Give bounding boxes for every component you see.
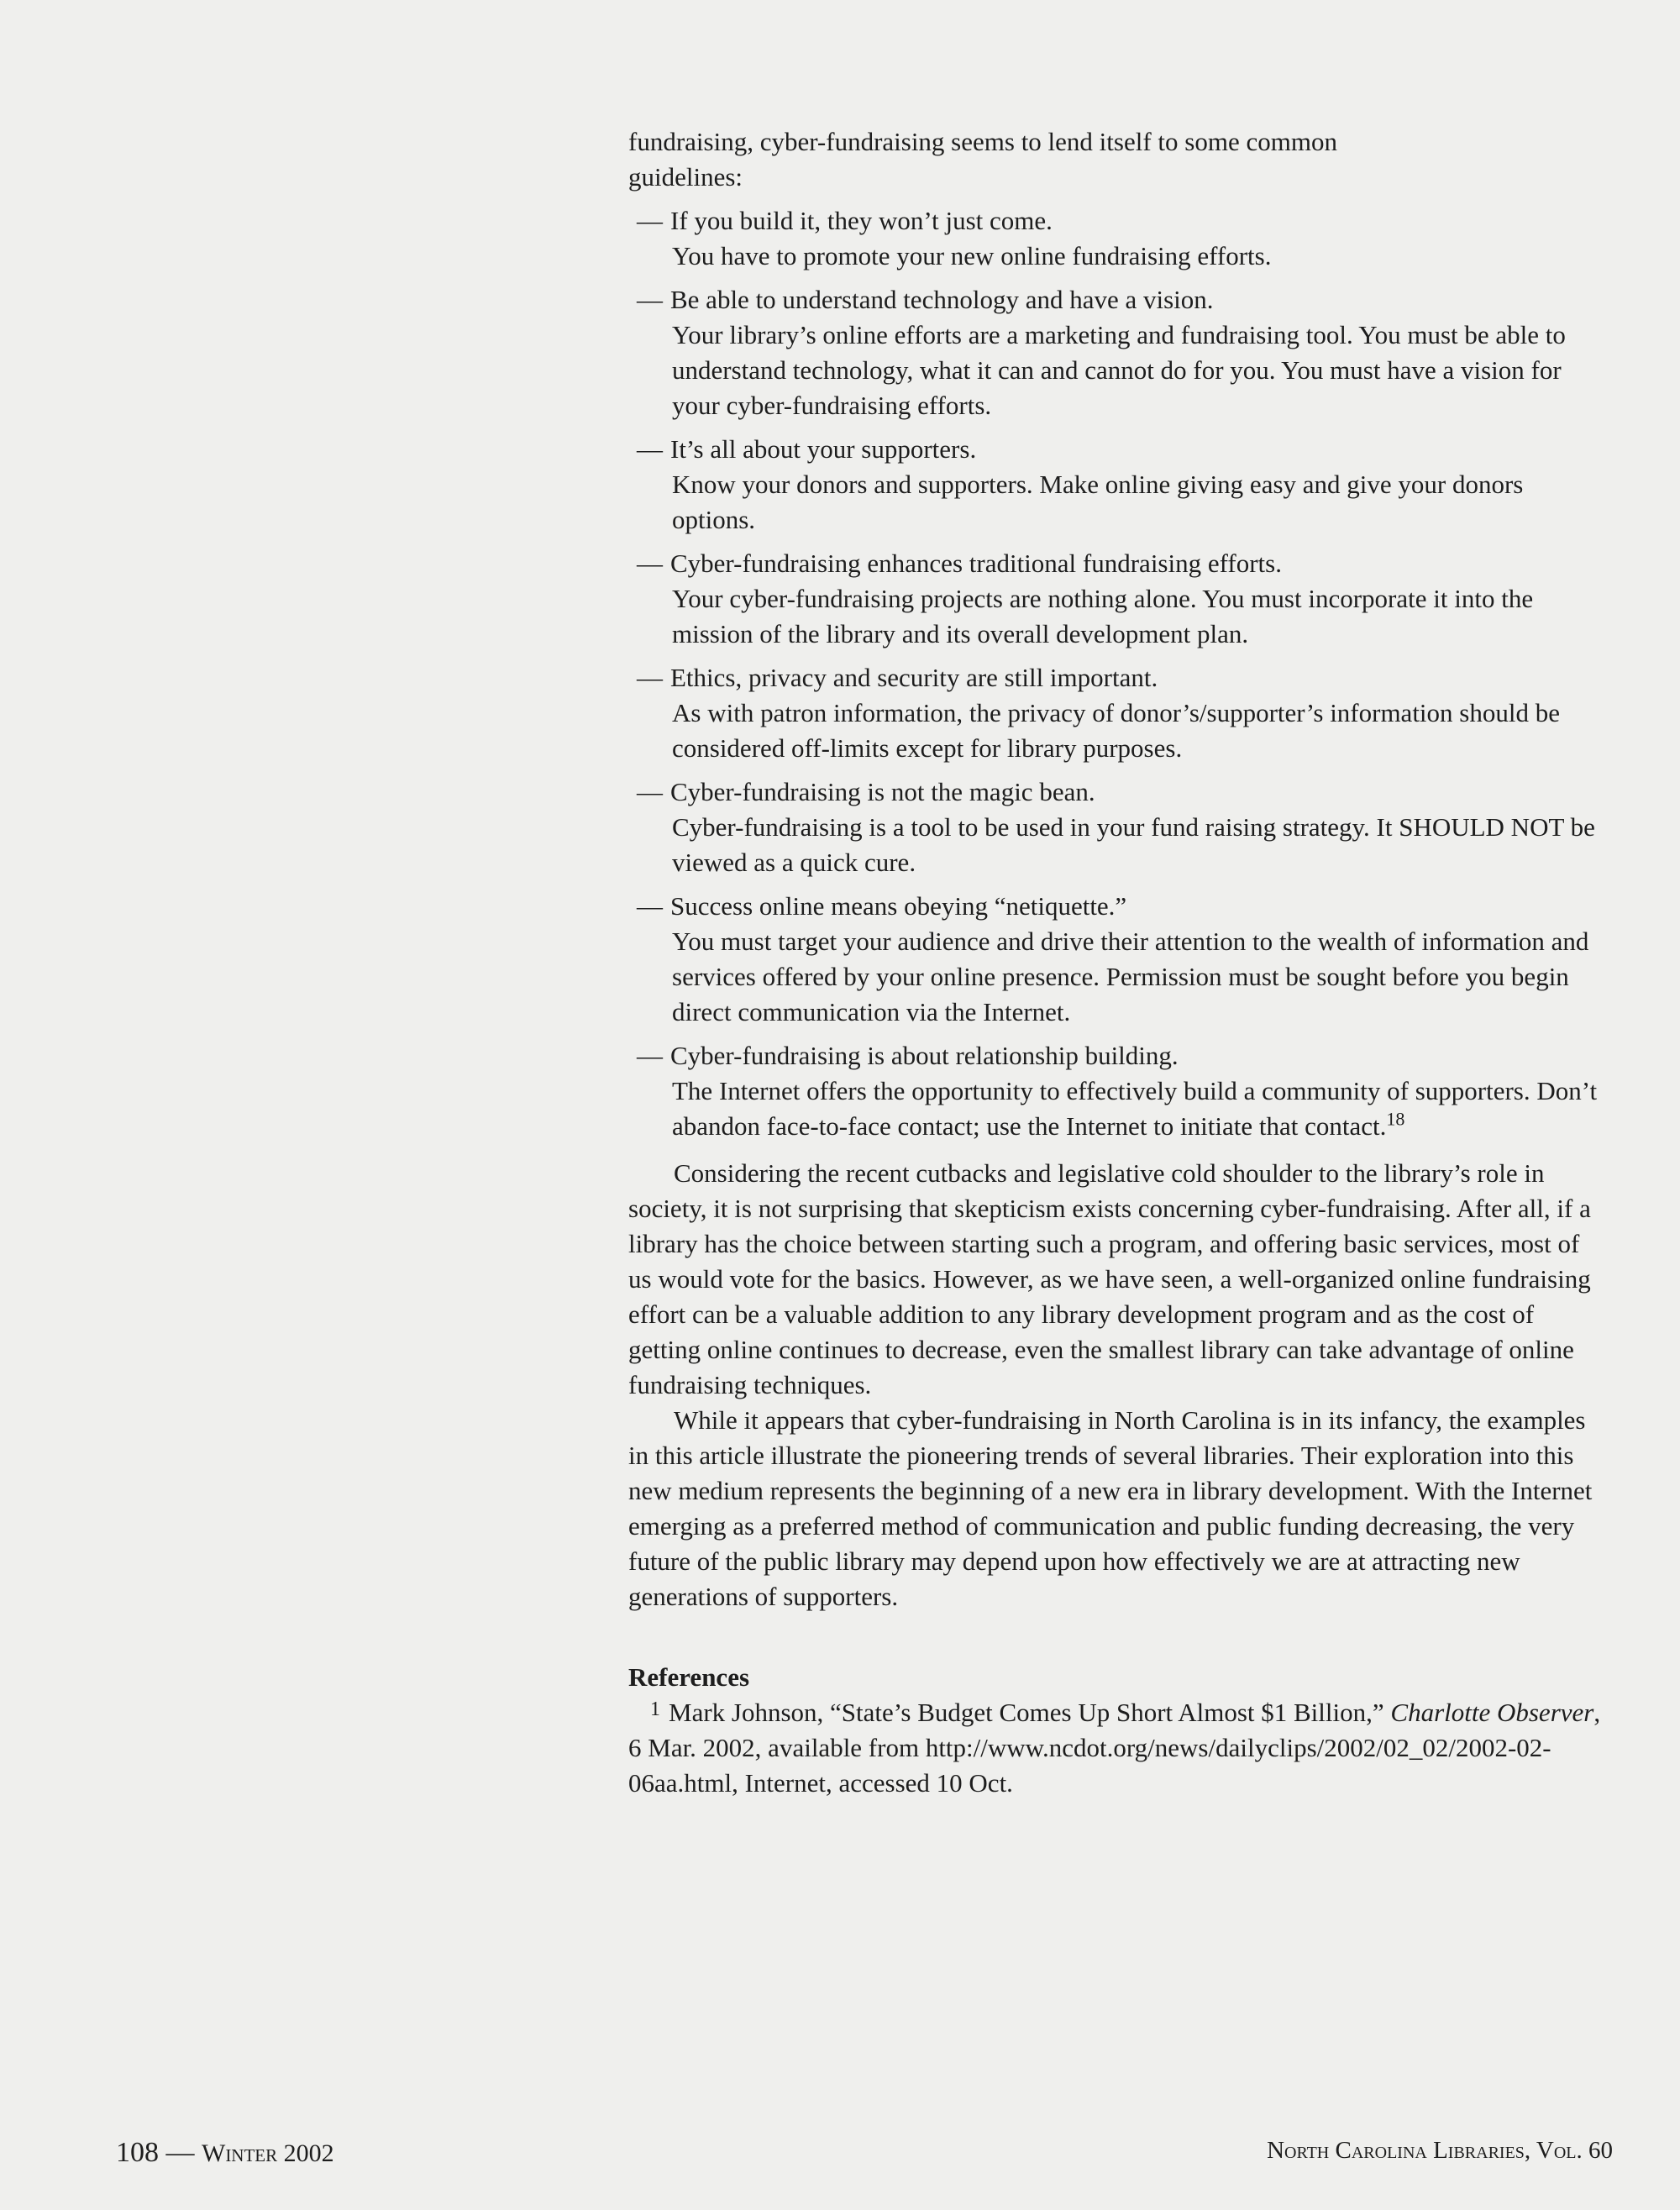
guideline-body: Your cyber-fundraising projects are nothing alone. You must incorporate it into the mission of the library and its overall development plan. <box>672 584 1534 648</box>
guideline-item <box>637 1038 1603 1144</box>
guideline-item <box>637 432 1603 538</box>
issue-season: Winter 2002 <box>202 2139 334 2167</box>
guideline-body: Cyber-fundraising is a tool to be used in your fund raising strategy. It SHOULD NOT be viewed as a quick cure. <box>672 812 1595 877</box>
guideline-body: Your library’s online efforts are a marketing and fundraising tool. You must be able to understand technology, what it can and cannot do for you. You must have a vision for your cyber-fundraising efforts. <box>672 320 1566 420</box>
guideline-item <box>637 203 1603 274</box>
reference-details: , 6 Mar. 2002, available from http://www.ncdot.org/news/dailyclips/2002/02_02/2002-02-06aa.html, Internet, accessed 10 Oct. <box>628 1698 1601 1798</box>
guidelines-intro <box>628 124 1603 195</box>
footnote-marker: 18 <box>1386 1108 1405 1130</box>
guideline-body: Know your donors and supporters. Make online giving easy and give your donors options. <box>672 470 1524 534</box>
guideline-heading: — Cyber-fundraising enhances traditional fundraising efforts. <box>670 546 1603 581</box>
guideline-body: You must target your audience and drive their attention to the wealth of information and services offered by your online presence. Permission must be sought before you begin direct communication via the Internet. <box>672 927 1589 1026</box>
guideline-list <box>628 203 1603 1144</box>
em-dash: — <box>637 549 663 578</box>
guideline-body: You have to promote your new online fundraising efforts. <box>672 241 1272 270</box>
guideline-item <box>637 660 1603 766</box>
guideline-heading: — Be able to understand technology and have a vision. <box>670 282 1603 318</box>
reference-number: 1 <box>650 1698 660 1720</box>
body-paragraph: Considering the recent cutbacks and legislative cold shoulder to the library’s role in society, it is not surprising that skepticism exists concerning cyber-fundraising. After all, if a library has the choice between starting such a program, and offering basic services, most of us would vote for the basics. However, as we have seen, a well-organized online fundraising effort can be a valuable addition to any library development program and as the cost of getting online continues to decrease, even the smallest library can take advantage of online fundraising techniques. <box>628 1158 1591 1399</box>
references-heading: References <box>628 1662 750 1692</box>
em-dash: — <box>637 663 663 692</box>
body-paragraph: While it appears that cyber-fundraising in North Carolina is in its infancy, the examples in this article illustrate the pioneering trends of several libraries. Their exploration into this new medium represents the beginning of a new era in library development. With the Internet emerging as a preferred method of communication and public funding decreasing, the very future of the public library may depend upon how effectively we are at attracting new generations of supporters. <box>628 1405 1593 1611</box>
guideline-heading: — Success online means obeying “netiquette.” <box>670 889 1603 924</box>
em-dash: — <box>637 434 663 464</box>
guideline-item <box>637 774 1603 880</box>
guideline-item <box>637 282 1603 423</box>
text-column <box>628 124 1603 1801</box>
guideline-body: As with patron information, the privacy of donor’s/supporter’s information should be considered off-limits except for library purposes. <box>672 698 1560 763</box>
em-dash: — <box>637 206 663 235</box>
publication-name: North Carolina Libraries, Vol. 60 <box>1267 2137 1613 2164</box>
page-number: 108 <box>116 2137 159 2168</box>
guideline-body: The Internet offers the opportunity to effectively build a community of supporters. Don’t abandon face-to-face contact; use the Internet to initiate that contact.$^{18}$ <box>672 1076 1598 1141</box>
intro-line-1: fundraising, cyber-fundraising seems to lend itself to some common <box>628 127 1337 156</box>
guideline-heading: — Ethics, privacy and security are still important. <box>670 660 1603 696</box>
em-dash: — <box>637 285 663 314</box>
guideline-heading: — If you build it, they won’t just come. <box>670 203 1603 239</box>
em-dash: — <box>637 891 663 921</box>
reference-item <box>628 1695 1603 1801</box>
em-dash: — <box>637 777 663 806</box>
reference-source: Charlotte Observer <box>1390 1698 1594 1727</box>
intro-line-2: guidelines: <box>628 162 743 192</box>
guideline-heading: — Cyber-fundraising is not the magic bean. <box>670 774 1603 810</box>
footer-separator: — <box>165 2137 195 2168</box>
guideline-heading: — Cyber-fundraising is about relationship building. <box>670 1038 1603 1074</box>
guideline-item <box>637 546 1603 652</box>
page-footer-left <box>116 2137 334 2169</box>
guideline-heading: — It’s all about your supporters. <box>670 432 1603 467</box>
guideline-item <box>637 889 1603 1030</box>
em-dash: — <box>637 1041 663 1070</box>
reference-text: Mark Johnson, “State’s Budget Comes Up Short Almost $1 Billion,” <box>669 1698 1384 1727</box>
